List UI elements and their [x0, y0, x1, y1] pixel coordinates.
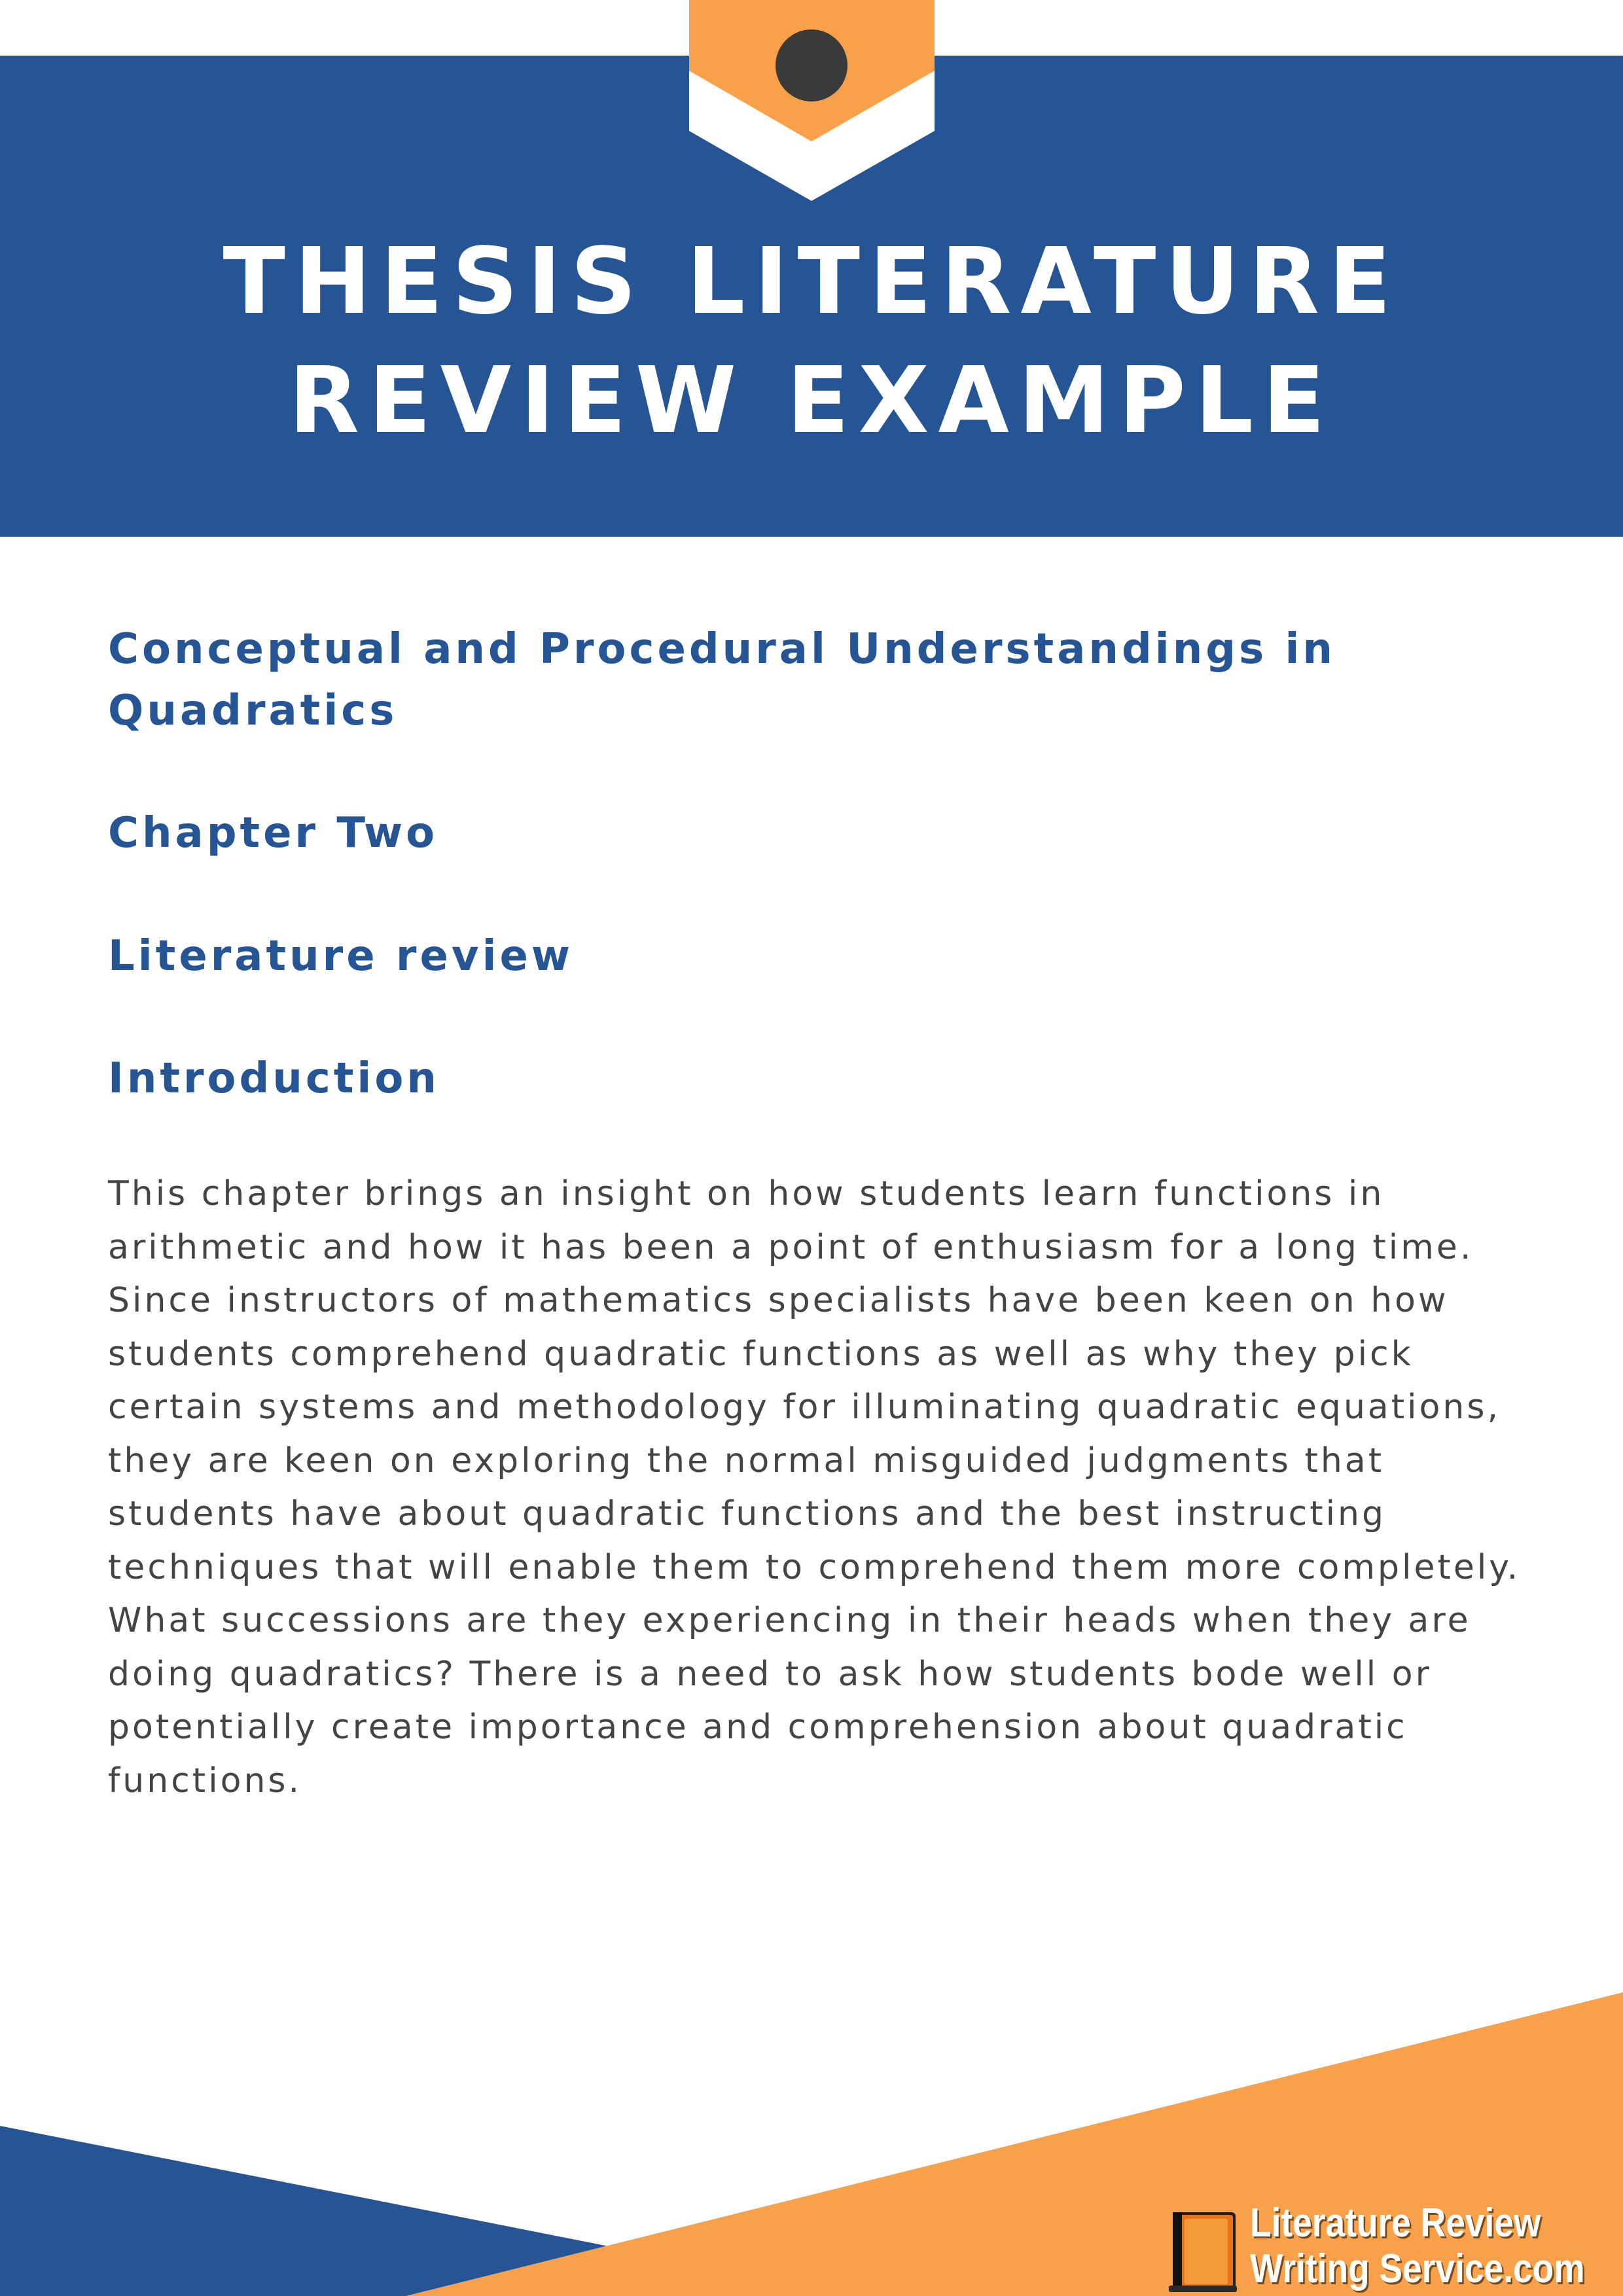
- body-line: techniques that will enable them to comprehend them more completely.: [108, 1547, 1521, 1587]
- body-line: they are keen on exploring the normal misguided judgments that: [108, 1441, 1385, 1480]
- chapter-heading: Chapter Two: [108, 809, 438, 857]
- logo-text-line-2: Writing Service.com: [1250, 2246, 1585, 2291]
- logo-text-line-1: Literature Review: [1250, 2200, 1541, 2246]
- page-title-line-1: THESIS LITERATURE: [223, 228, 1400, 335]
- body-line: potentially create importance and comprehension about quadratic: [108, 1708, 1408, 1747]
- body-line: arithmetic and how it has been a point of enthusiasm for a long time.: [108, 1227, 1474, 1267]
- body-line: students have about quadratic functions and the best instructing: [108, 1494, 1387, 1534]
- ribbon-dot-icon: [776, 29, 847, 101]
- subsection-heading: Introduction: [108, 1054, 440, 1103]
- body-paragraph: [108, 1168, 1554, 1808]
- brand-logo[interactable]: [1166, 2195, 1618, 2296]
- body-line: students comprehend quadratic functions as well as why they pick: [108, 1334, 1414, 1374]
- book-icon: [1166, 2210, 1240, 2293]
- body-line: functions.: [108, 1761, 302, 1801]
- main-heading-line-1: Conceptual and Procedural Understandings in: [108, 625, 1336, 673]
- body-line: doing quadratics? There is a need to ask how students bode well or: [108, 1654, 1432, 1694]
- section-heading: Literature review: [108, 932, 574, 980]
- body-line: This chapter brings an insight on how students learn functions in: [108, 1174, 1385, 1213]
- body-line: certain systems and methodology for illuminating quadratic equations,: [108, 1388, 1501, 1427]
- main-heading-line-2: Quadratics: [108, 687, 398, 735]
- body-line: What successions are they experiencing in their heads when they are: [108, 1601, 1471, 1640]
- page-title-line-2: REVIEW EXAMPLE: [289, 348, 1334, 454]
- main-heading: [108, 619, 1482, 742]
- body-line: Since instructors of mathematics specialists have been keen on how: [108, 1281, 1449, 1320]
- page-title: [0, 223, 1623, 461]
- bookmark-ribbon: [0, 0, 1623, 209]
